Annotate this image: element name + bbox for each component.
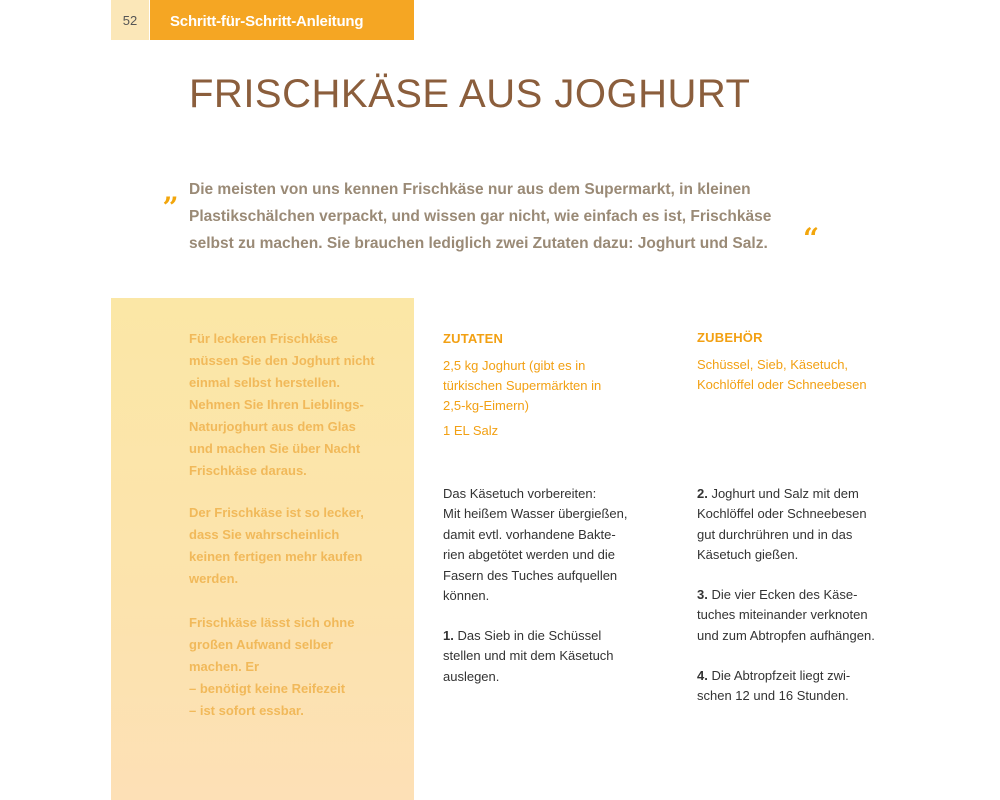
step-text: Das Sieb in die Schüssel [453, 628, 602, 643]
ingredient-line: türkischen Supermärkten in [443, 378, 602, 393]
ingredient-line: 1 EL Salz [443, 423, 499, 438]
sidebar-line: Für leckeren Frischkäse [189, 331, 338, 346]
page-title: FRISCHKÄSE AUS JOGHURT [189, 72, 751, 116]
quote-close-mark: “ [803, 222, 820, 255]
sidebar-line: dass Sie wahrscheinlich [189, 527, 340, 542]
equipment-line: Schüssel, Sieb, Käsetuch, [697, 357, 849, 372]
step-line: können. [443, 588, 490, 604]
ingredients-heading: ZUTATEN [443, 331, 504, 346]
step-line [697, 585, 875, 605]
step-line: Kochlöffel oder Schneebesen [697, 506, 867, 522]
ingredient-line: 2,5 kg Joghurt (gibt es in [443, 358, 586, 373]
step-4 [697, 666, 850, 707]
sidebar-paragraph-3 [189, 612, 399, 722]
step-line: Käsetuch gießen. [697, 547, 799, 563]
sidebar-line: Nehmen Sie Ihren Lieblings- [189, 397, 364, 412]
page-number: 52 [122, 13, 138, 28]
step-1 [443, 626, 614, 687]
step-text: Joghurt und Salz mit dem [707, 486, 859, 501]
step-line: und zum Abtropfen aufhängen. [697, 627, 875, 643]
sidebar-line: Der Frischkäse ist so lecker, [189, 505, 364, 520]
step-line: auslegen. [443, 668, 500, 684]
equipment-line: Kochlöffel oder Schneebesen [697, 377, 867, 392]
step-line: stellen und mit dem Käsetuch [443, 648, 614, 664]
intro-quote [189, 176, 819, 257]
step-number: 2. [697, 486, 708, 501]
step-line: tuches miteinander verknoten [697, 607, 868, 623]
sidebar-line: Frischkäse lässt sich ohne [189, 615, 355, 630]
equipment-list [697, 355, 867, 395]
sidebar-paragraph-2 [189, 502, 399, 590]
sidebar-line: und machen Sie über Nacht [189, 441, 361, 456]
step-3 [697, 585, 875, 646]
step-text: Die Abtropfzeit liegt zwi- [707, 668, 851, 683]
equipment-heading: ZUBEHÖR [697, 330, 763, 345]
quote-line: Plastikschälchen verpackt, und wissen gar nicht, wie einfach es ist, Frischkäse [189, 208, 772, 225]
step-line: Fasern des Tuches aufquellen [443, 567, 618, 583]
sidebar-line: werden. [189, 571, 239, 586]
sidebar-line: keinen fertigen mehr kaufen [189, 549, 363, 564]
step-line: schen 12 und 16 Stunden. [697, 688, 849, 704]
sidebar-line: Frischkäse daraus. [189, 463, 307, 478]
sidebar-line: Naturjoghurt aus dem Glas [189, 419, 356, 434]
quote-open-mark: „ [163, 175, 180, 208]
step-line [697, 666, 850, 686]
sidebar-line: müssen Sie den Joghurt nicht [189, 353, 375, 368]
sidebar-paragraph-1 [189, 328, 399, 482]
step-line: Mit heißem Wasser übergießen, [443, 506, 628, 522]
section-header [150, 0, 414, 40]
sidebar-line: – benötigt keine Reifezeit [189, 681, 346, 696]
step-line: rien abgetötet werden und die [443, 547, 616, 563]
step-number: 1. [443, 628, 454, 643]
step-line: damit evtl. vorhandene Bakte- [443, 526, 616, 542]
ingredient-item [443, 421, 498, 441]
step-number: 4. [697, 668, 708, 683]
sidebar-line: einmal selbst herstellen. [189, 375, 341, 390]
page-number-box [111, 0, 149, 40]
step-number: 3. [697, 587, 708, 602]
preparation-intro [443, 484, 627, 606]
step-line: gut durchrühren und in das [697, 526, 853, 542]
section-title: Schritt-für-Schritt-Anleitung [170, 13, 364, 30]
sidebar-line: – ist sofort essbar. [189, 703, 304, 718]
quote-line: selbst zu machen. Sie brauchen lediglich zwei Zutaten dazu: Joghurt und Salz. [189, 235, 768, 252]
step-line [697, 484, 867, 504]
ingredient-line: 2,5-kg-Eimern) [443, 398, 529, 413]
quote-line: Die meisten von uns kennen Frischkäse nur aus dem Supermarkt, in kleinen [189, 181, 751, 198]
step-line: Das Käsetuch vorbereiten: [443, 486, 597, 501]
step-line [443, 626, 614, 646]
step-text: Die vier Ecken des Käse- [707, 587, 858, 602]
sidebar-line: machen. Er [189, 659, 260, 674]
sidebar-line: großen Aufwand selber [189, 637, 333, 652]
sidebar-box [111, 298, 414, 800]
ingredient-item [443, 356, 601, 416]
step-2 [697, 484, 867, 566]
